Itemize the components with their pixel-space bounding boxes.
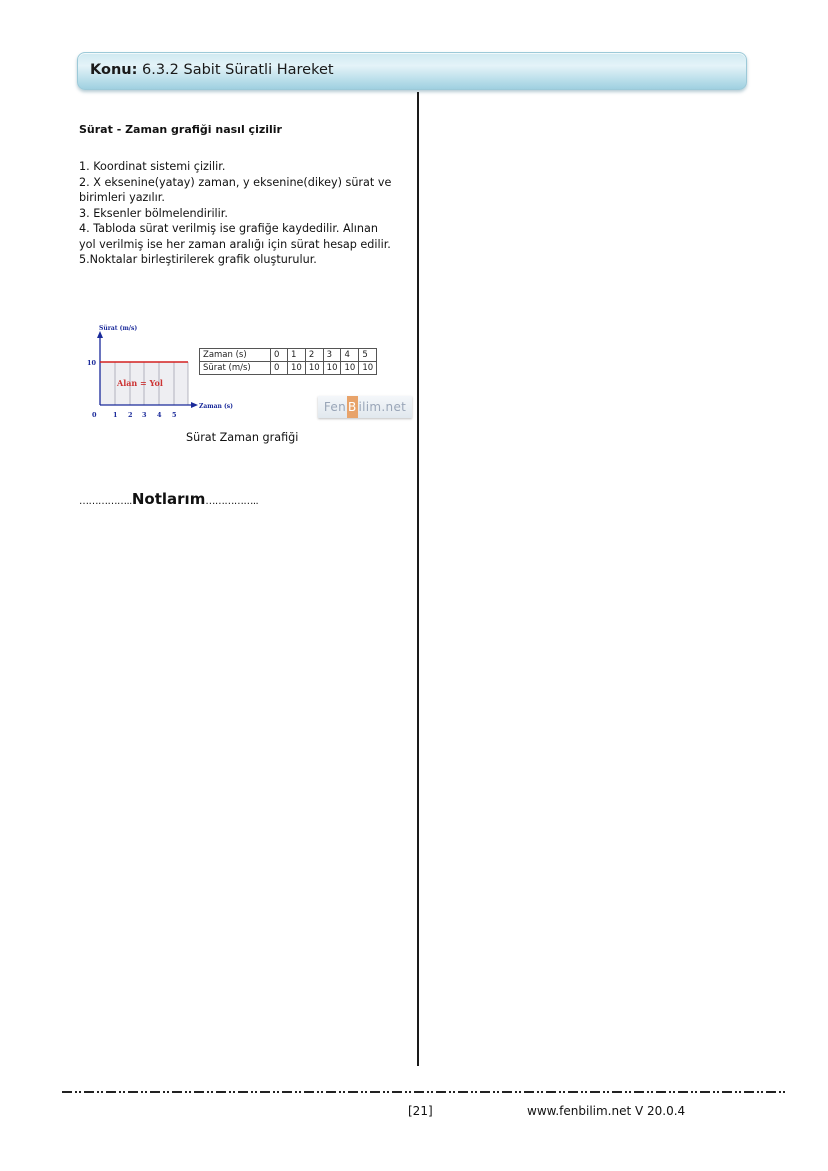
step-line: 1. Koordinat sistemi çizilir.	[79, 160, 226, 173]
table-cell: 2	[305, 349, 323, 362]
step-line: yol verilmiş ise her zaman aralığı için sürat hesap edilir.	[79, 237, 391, 251]
logo-text-pre: Fen	[323, 400, 346, 414]
area-label: Alan = Yol	[117, 378, 163, 388]
step-line: 3. Eksenler bölmelendirilir.	[79, 206, 228, 220]
x-tick-label: 3	[142, 411, 147, 419]
footer-site-version: www.fenbilim.net V 20.0.4	[527, 1104, 686, 1118]
notes-title: Notlarım	[131, 490, 206, 508]
figure-caption: Sürat Zaman grafiği	[186, 431, 299, 444]
fenbilim-logo	[318, 396, 412, 418]
notes-dots-left: ……………..	[79, 496, 132, 507]
y-axis-arrow-icon	[97, 331, 103, 338]
section-heading: Sürat - Zaman grafiği nasıl çizilir	[79, 123, 282, 136]
step-line: 4. Tabloda sürat verilmiş ise grafiğe kaydedilir. Alınan	[79, 222, 378, 235]
row-header: Zaman (s)	[200, 349, 271, 362]
data-table-wrap	[199, 348, 377, 375]
y-axis-label: Sürat (m/s)	[99, 325, 138, 332]
x-tick-label: 4	[157, 411, 162, 419]
topic-label: Konu:	[90, 62, 138, 78]
x-tick-label: 0	[92, 411, 97, 419]
logo-text-post: ilim.net	[358, 400, 407, 414]
page-number: [21]	[408, 1104, 433, 1118]
topic-title	[90, 62, 334, 78]
table-cell: 10	[288, 362, 306, 375]
table-cell: 4	[341, 349, 359, 362]
table-cell: 10	[359, 362, 377, 375]
x-tick-label: 5	[172, 411, 177, 419]
speed-time-table	[199, 348, 377, 375]
x-tick-label: 2	[128, 411, 133, 419]
table-cell: 0	[271, 349, 288, 362]
step-line: birimleri yazılır.	[79, 191, 165, 204]
step-line: 2. X eksenine(yatay) zaman, y eksenine(dikey) sürat ve	[79, 175, 392, 189]
table-cell: 0	[271, 362, 288, 375]
x-axis-label: Zaman (s)	[199, 403, 234, 410]
topic-header-bar	[77, 52, 747, 90]
x-axis-arrow-icon	[191, 402, 198, 408]
column-divider	[417, 92, 419, 1066]
notes-dots-right: ……………..	[205, 496, 259, 507]
x-tick-label: 1	[113, 411, 118, 419]
table-cell: 3	[323, 349, 341, 362]
y-tick-label: 10	[87, 359, 97, 367]
step-line: 5.Noktalar birleştirilerek grafik oluşturulur.	[79, 253, 317, 266]
topic-name: 6.3.2 Sabit Süratli Hareket	[142, 62, 334, 78]
steps-list	[79, 159, 409, 268]
logo-letter: B	[347, 396, 358, 418]
notes-heading	[79, 490, 258, 508]
table-row	[200, 362, 377, 375]
table-cell: 10	[305, 362, 323, 375]
footer-dashed-line	[62, 1091, 786, 1093]
table-row	[200, 349, 377, 362]
table-cell: 10	[323, 362, 341, 375]
row-header: Sürat (m/s)	[200, 362, 271, 375]
table-cell: 1	[288, 349, 306, 362]
table-cell: 10	[341, 362, 359, 375]
table-cell: 5	[359, 349, 377, 362]
